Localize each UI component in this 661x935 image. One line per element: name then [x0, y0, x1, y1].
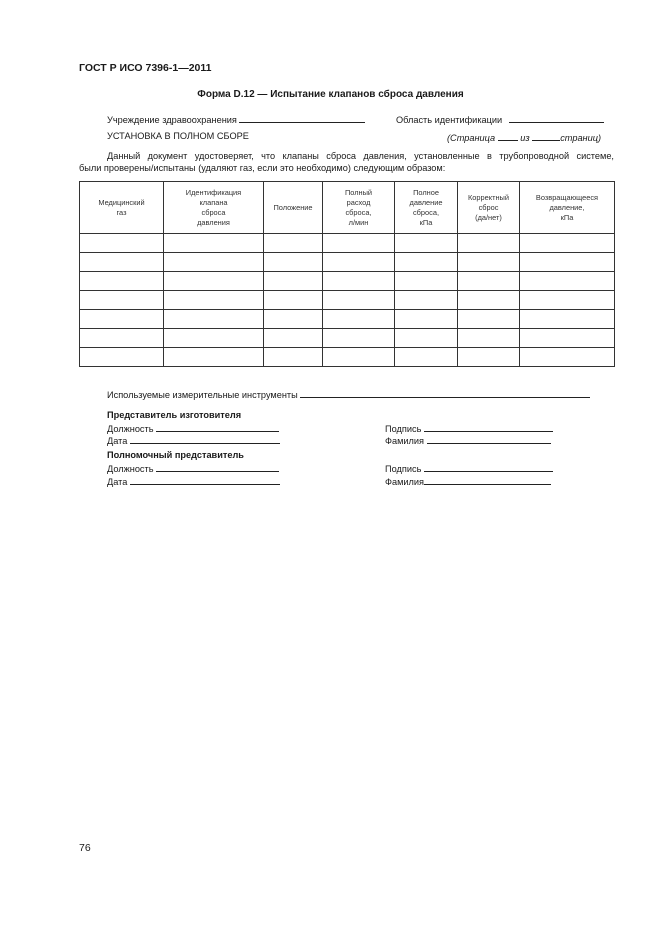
table-cell[interactable]	[395, 310, 458, 329]
institution-blank[interactable]	[239, 113, 365, 123]
authorized-signature-blank[interactable]	[424, 462, 553, 472]
table-cell[interactable]	[520, 291, 615, 310]
authorized-surname-blank[interactable]	[424, 475, 551, 485]
paragraph-line-2: были проверены/испытаны (удаляют газ, если это необходимо) следующим образом:	[79, 163, 446, 173]
table-cell[interactable]	[520, 310, 615, 329]
table-cell[interactable]	[323, 272, 395, 291]
table-cell[interactable]	[395, 234, 458, 253]
table-cell[interactable]	[264, 291, 323, 310]
table-row	[80, 329, 615, 348]
table-cell[interactable]	[458, 291, 520, 310]
table-cell[interactable]	[323, 234, 395, 253]
table-cell[interactable]	[164, 253, 264, 272]
instruments-blank[interactable]	[300, 388, 590, 398]
authorized-date-field	[107, 475, 280, 487]
table-cell[interactable]	[164, 272, 264, 291]
authorized-position-label: Должность	[107, 464, 154, 474]
table-cell[interactable]	[164, 348, 264, 367]
authorized-date-blank[interactable]	[130, 475, 280, 485]
page-of-label: из	[520, 133, 530, 143]
header-correct-relief: Корректный сброс (да/нет)	[458, 182, 520, 234]
table-row	[80, 272, 615, 291]
institution-field	[107, 113, 365, 125]
table-cell[interactable]	[264, 234, 323, 253]
table-cell[interactable]	[520, 348, 615, 367]
table-cell[interactable]	[264, 329, 323, 348]
manufacturer-position-label: Должность	[107, 424, 154, 434]
table-cell[interactable]	[323, 253, 395, 272]
certification-paragraph	[79, 150, 614, 174]
manufacturer-surname-blank[interactable]	[427, 434, 551, 444]
table-cell[interactable]	[520, 234, 615, 253]
installation-label: УСТАНОВКА В ПОЛНОМ СБОРЕ	[107, 131, 249, 141]
manufacturer-position-field	[107, 422, 279, 434]
authorized-date-label: Дата	[107, 477, 128, 487]
table-cell[interactable]	[264, 253, 323, 272]
manufacturer-date-blank[interactable]	[130, 434, 280, 444]
id-area-field	[396, 113, 604, 125]
manufacturer-signature-blank[interactable]	[424, 422, 553, 432]
table-cell[interactable]	[458, 272, 520, 291]
table-cell[interactable]	[80, 234, 164, 253]
table-row	[80, 348, 615, 367]
institution-label: Учреждение здравоохранения	[107, 115, 237, 125]
document-header: ГОСТ Р ИСО 7396-1—2011	[79, 62, 212, 74]
valve-test-table	[79, 181, 615, 367]
table-cell[interactable]	[80, 253, 164, 272]
table-cell[interactable]	[323, 310, 395, 329]
table-cell[interactable]	[80, 272, 164, 291]
manufacturer-date-label: Дата	[107, 436, 128, 446]
paragraph-line-1: Данный документ удостоверяет, что клапаны сброса давления, установленные в трубопроводной системе,	[107, 151, 614, 161]
table-row	[80, 234, 615, 253]
table-cell[interactable]	[520, 329, 615, 348]
table-cell[interactable]	[395, 253, 458, 272]
table-row	[80, 253, 615, 272]
authorized-surname-label: Фамилия	[385, 477, 425, 487]
table-row	[80, 310, 615, 329]
header-full-pressure: Полное давление сброса, кПа	[395, 182, 458, 234]
table-cell[interactable]	[520, 253, 615, 272]
authorized-position-field	[107, 462, 279, 474]
table-cell[interactable]	[80, 329, 164, 348]
page-total-blank[interactable]	[532, 131, 560, 141]
instruments-label: Используемые измерительные инструменты	[107, 390, 298, 400]
table-cell[interactable]	[458, 329, 520, 348]
table-cell[interactable]	[323, 291, 395, 310]
manufacturer-signature-label: Подпись	[385, 424, 422, 434]
table-cell[interactable]	[80, 291, 164, 310]
page-number-blank[interactable]	[498, 131, 518, 141]
form-title: Форма D.12 — Испытание клапанов сброса давления	[197, 89, 464, 100]
table-cell[interactable]	[164, 234, 264, 253]
header-medical-gas: Медицинский газ	[80, 182, 164, 234]
page-number: 76	[79, 842, 91, 854]
table-cell[interactable]	[458, 348, 520, 367]
header-full-flow: Полный расход сброса, л/мин	[323, 182, 395, 234]
table-cell[interactable]	[164, 310, 264, 329]
authorized-signature-field	[385, 462, 553, 474]
table-cell[interactable]	[458, 234, 520, 253]
table-cell[interactable]	[264, 272, 323, 291]
table-row	[80, 291, 615, 310]
table-cell[interactable]	[520, 272, 615, 291]
table-header-row	[80, 182, 615, 234]
authorized-position-blank[interactable]	[156, 462, 279, 472]
authorized-signature-label: Подпись	[385, 464, 422, 474]
table-cell[interactable]	[323, 348, 395, 367]
instruments-field	[107, 388, 590, 400]
manufacturer-date-field	[107, 434, 280, 446]
table-cell[interactable]	[164, 291, 264, 310]
table-cell[interactable]	[395, 272, 458, 291]
header-valve-id: Идентификация клапана сброса давления	[164, 182, 264, 234]
authorized-heading: Полномочный представитель	[107, 450, 244, 460]
table-cell[interactable]	[458, 310, 520, 329]
table-cell[interactable]	[264, 310, 323, 329]
table-cell[interactable]	[264, 348, 323, 367]
table-cell[interactable]	[323, 329, 395, 348]
table-cell[interactable]	[395, 291, 458, 310]
authorized-surname-field	[385, 475, 551, 487]
page-count-field	[447, 131, 601, 143]
manufacturer-surname-field	[385, 434, 551, 446]
page-open-label: (Страница	[447, 133, 496, 143]
manufacturer-signature-field	[385, 422, 553, 434]
table-cell[interactable]	[395, 348, 458, 367]
manufacturer-surname-label: Фамилия	[385, 436, 425, 446]
table-cell[interactable]	[164, 329, 264, 348]
page-close-label: страниц)	[560, 133, 602, 143]
header-position: Положение	[264, 182, 323, 234]
id-area-label: Область идентификации	[396, 115, 503, 125]
table-cell[interactable]	[80, 310, 164, 329]
table-cell[interactable]	[80, 348, 164, 367]
id-area-blank[interactable]	[509, 113, 604, 123]
manufacturer-position-blank[interactable]	[156, 422, 279, 432]
manufacturer-heading: Представитель изготовителя	[107, 410, 242, 420]
header-return-pressure: Возвращающееся давление, кПа	[520, 182, 615, 234]
table-cell[interactable]	[458, 253, 520, 272]
table-cell[interactable]	[395, 329, 458, 348]
